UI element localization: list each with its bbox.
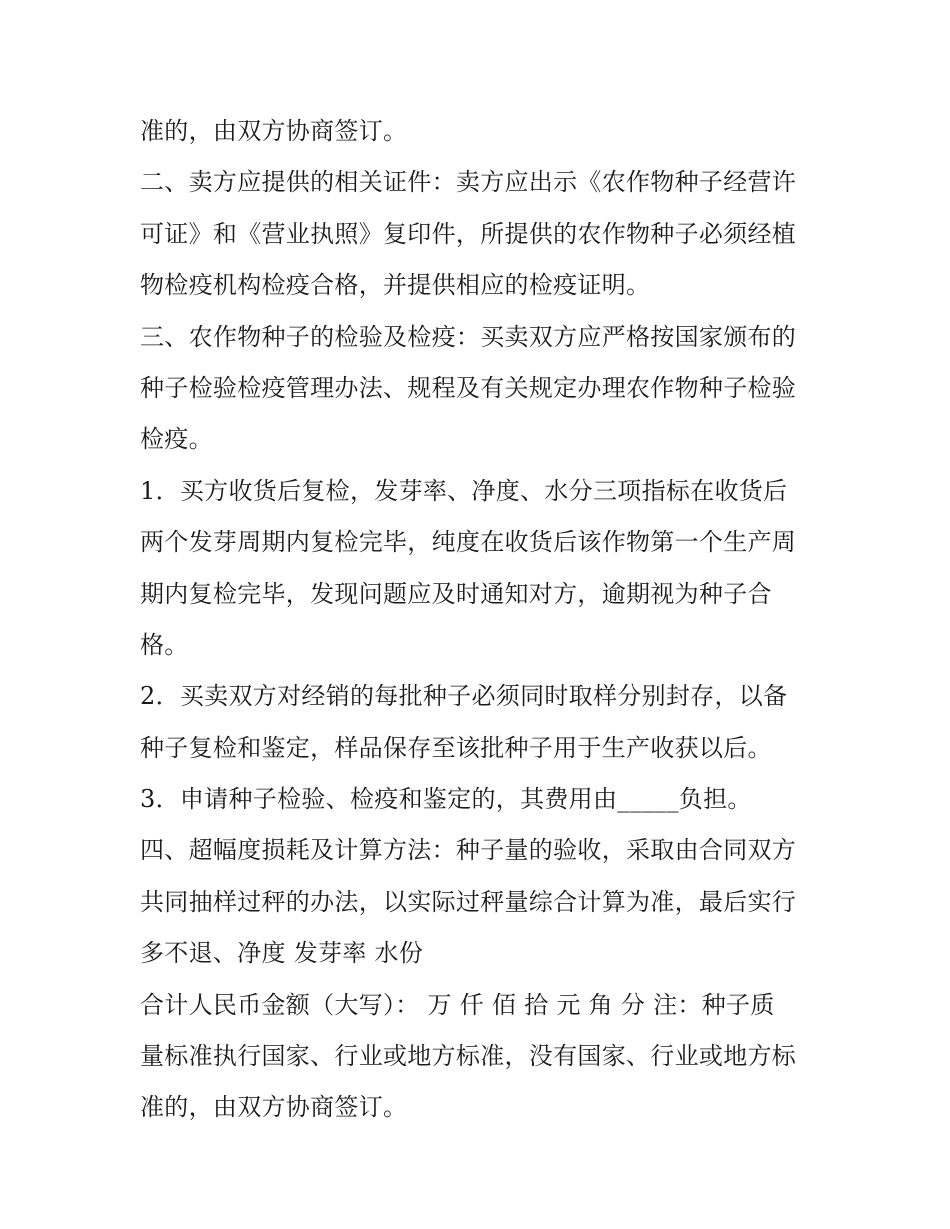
text-line: 物检疫机构检疫合格，并提供相应的检疫证明。 bbox=[140, 271, 651, 300]
text-line: 种子检验检疫管理办法、规程及有关规定办理农作物种子检验 bbox=[140, 373, 797, 402]
text-line: 共同抽样过秤的办法，以实际过秤量综合计算为准，最后实行 bbox=[140, 887, 797, 916]
text-line: 准的，由双方协商签订。 bbox=[140, 117, 408, 145]
contract-text bbox=[140, 106, 820, 1134]
text-line: 3．申请种子检验、检疫和鉴定的，其费用由_____负担。 bbox=[140, 785, 752, 814]
text-line: 2．买卖双方对经销的每批种子必须同时取样分别封存，以备 bbox=[140, 682, 788, 711]
text-line: 检疫。 bbox=[140, 425, 213, 454]
text-line: 期内复检完毕，发现问题应及时通知对方，逾期视为种子合 bbox=[140, 579, 772, 608]
text-line: 两个发芽周期内复检完毕，纯度在收货后该作物第一个生产周 bbox=[140, 528, 797, 557]
text-line: 多不退、净度 发芽率 水份 bbox=[140, 939, 424, 968]
text-line: 准的，由双方协商签订。 bbox=[140, 1093, 408, 1122]
text-line: 量标准执行国家、行业或地方标准，没有国家、行业或地方标 bbox=[140, 1042, 797, 1071]
text-line: 种子复检和鉴定，样品保存至该批种子用于生产收获以后。 bbox=[140, 733, 772, 762]
text-line: 格。 bbox=[140, 630, 189, 659]
text-line: 三、农作物种子的检验及检疫：买卖双方应严格按国家颁布的 bbox=[140, 322, 797, 351]
text-line: 合计人民币金额（大写）： 万 仟 佰 拾 元 角 分 注：种子质 bbox=[140, 990, 775, 1019]
text-line: 二、卖方应提供的相关证件：卖方应出示《农作物种子经营许 bbox=[140, 168, 797, 197]
text-line: 1．买方收货后复检，发芽率、净度、水分三项指标在收货后 bbox=[140, 476, 788, 505]
text-line: 可证》和《营业执照》复印件，所提供的农作物种子必须经植 bbox=[140, 219, 797, 248]
text-line: 四、超幅度损耗及计算方法：种子量的验收，采取由合同双方 bbox=[140, 836, 797, 865]
